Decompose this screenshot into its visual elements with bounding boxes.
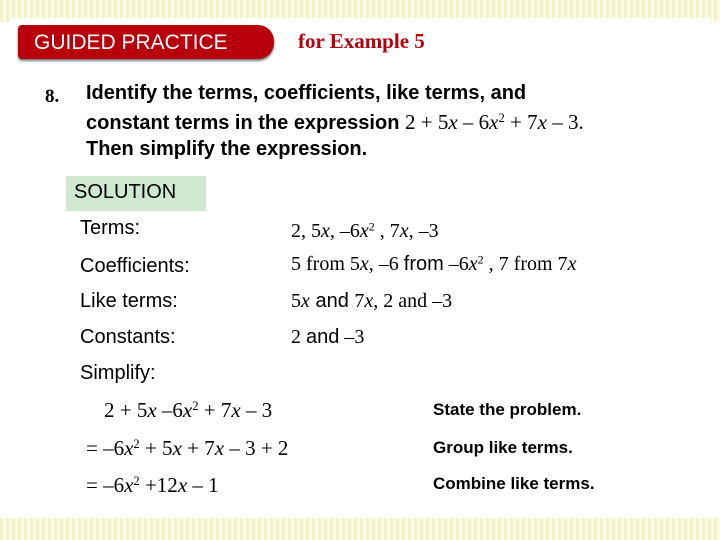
step-2-expression: = $-6x^2 + 5x + 7x - 3 + 2$ <box>86 436 289 460</box>
step-1-expression: 2 + 5x $-6x^2 + 7x - 3$ <box>104 398 273 422</box>
question-line-1: Identify the terms, coefficients, like terms, and <box>86 82 527 104</box>
question-line-2 <box>86 110 584 135</box>
question-line-2-text: constant terms in the expression <box>86 112 400 134</box>
constants-label: Constants: <box>80 326 176 348</box>
question-expression: $2 + 5x - 6x^2 + 7x - 3$. <box>404 110 584 134</box>
coefficients-label: Coefficients: <box>80 255 190 277</box>
example-reference: for Example 5 <box>298 29 425 53</box>
solution-label: SOLUTION <box>74 181 177 203</box>
terms-value: 2, 5x, $-6x^2$ , 7x, –3 <box>291 219 439 242</box>
like-terms-value: 5x and 7x, 2 and –3 <box>291 290 453 312</box>
step-3-expression: = $-6x^2 +12x - 1$ <box>86 473 219 497</box>
step-2-note: Group like terms. <box>433 438 573 457</box>
terms-label: Terms: <box>80 217 140 239</box>
simplify-label: Simplify: <box>80 362 156 384</box>
banner-label: GUIDED PRACTICE <box>34 31 228 54</box>
step-1-note: State the problem. <box>433 400 582 419</box>
question-line-3: Then simplify the expression. <box>86 138 368 160</box>
step-3-note: Combine like terms. <box>433 474 595 493</box>
solution-label-box <box>66 176 206 211</box>
bottom-stripe-decoration <box>0 518 720 540</box>
question-number: 8. <box>45 86 60 107</box>
like-terms-label: Like terms: <box>80 290 178 312</box>
coefficients-value: 5 from 5x, –6 from $-6x^2$ , 7 from 7x <box>291 252 577 275</box>
constants-value: 2 and –3 <box>291 326 365 348</box>
